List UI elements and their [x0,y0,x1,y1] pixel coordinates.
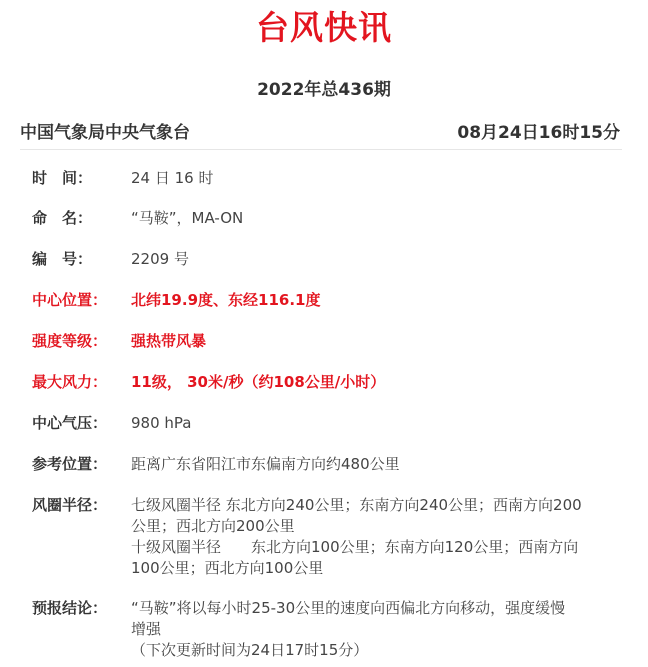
field-label: 编 号： [32,250,93,268]
field-value [131,598,611,661]
bulletin-header [20,121,622,150]
field-value: 24 日 16 时 [131,169,214,187]
bulletin-title: 台风快讯 [256,8,392,47]
field-label: 风圈半径： [32,496,108,514]
forecast-line: “马鞍”将以每小时25-30公里的速度向西偏北方向移动，强度缓慢 [131,599,566,617]
forecast-line: 增强 [131,620,162,638]
field-label: 命 名： [32,209,93,227]
field-value: 北纬19.9度、东经116.1度 [131,291,321,309]
wind-radius-line: 100公里；西北方向100公里 [131,559,324,577]
issue-number: 2022年总436期 [257,80,391,100]
wind-radius-line: 十级风圈半径 东北方向100公里；东南方向120公里；西南方向 [131,538,579,556]
field-label: 强度等级： [32,332,108,350]
field-label: 参考位置： [32,455,108,473]
field-value [131,495,611,579]
publish-timestamp: 08月24日16时15分 [457,123,620,143]
wind-radius-line: 公里；西北方向200公里 [131,517,295,535]
field-label: 中心位置： [32,291,108,309]
field-label: 中心气压： [32,414,108,432]
organization-name: 中国气象局中央气象台 [20,123,190,143]
field-value: 距离广东省阳江市东偏南方向约480公里 [131,455,400,473]
field-value: 2209 号 [131,250,189,268]
forecast-update-note: （下次更新时间为24日17时15分） [131,641,369,659]
field-value: 强热带风暴 [131,332,207,350]
field-label: 时 间： [32,169,93,187]
field-value: “马鞍”，MA-ON [131,209,244,227]
field-value: 11级， 30米/秒（约108公里/小时） [131,373,386,391]
wind-radius-line: 七级风圈半径 东北方向240公里；东南方向240公里；西南方向200 [131,496,582,514]
field-label: 预报结论： [32,599,108,617]
field-value: 980 hPa [131,414,192,432]
field-label: 最大风力： [32,373,108,391]
